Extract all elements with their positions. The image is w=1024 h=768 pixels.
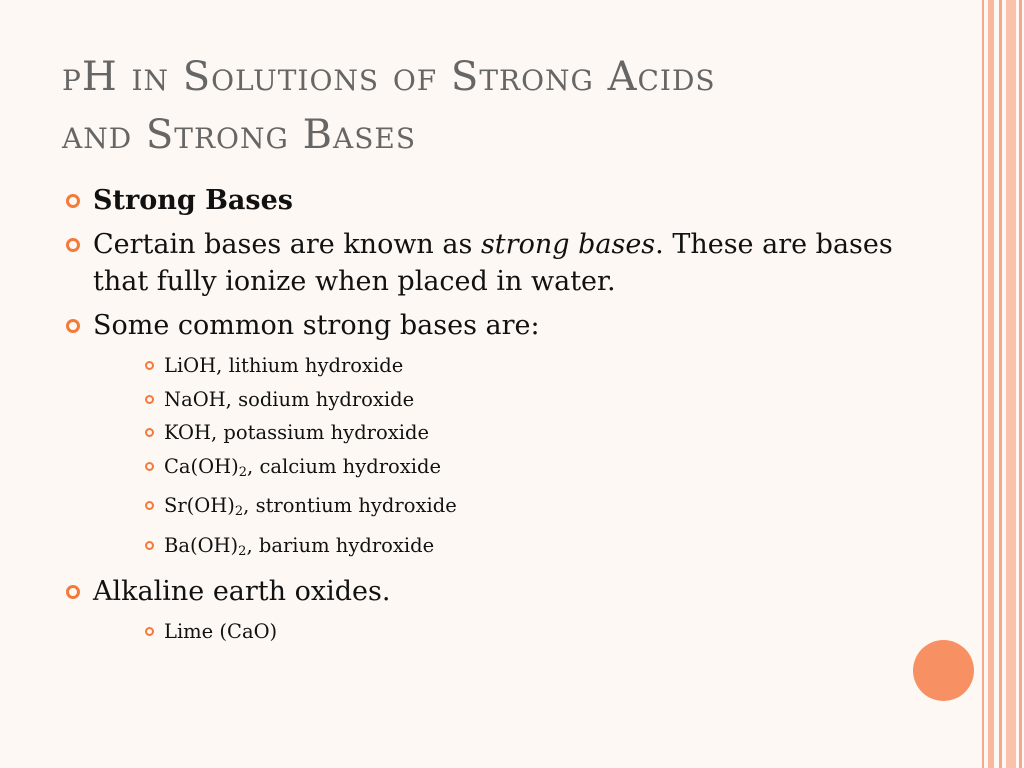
sub-bullet-icon <box>145 428 154 437</box>
item-text: NaOH, sodium hydroxide <box>164 387 415 411</box>
item-text: KOH, potassium hydroxide <box>164 421 429 444</box>
bullet-definition <box>66 226 926 300</box>
list-item <box>145 531 926 567</box>
sub-bullet-icon <box>145 627 154 636</box>
sub-bullet-icon <box>145 395 154 404</box>
oxides-list <box>66 617 926 647</box>
subscript: 2 <box>238 464 248 480</box>
list-item <box>145 351 926 381</box>
bullet-text: Strong Bases <box>93 185 294 216</box>
subscript: 2 <box>238 543 247 559</box>
title-line-2: and Strong Bases <box>62 112 416 158</box>
bullet-strong-bases <box>66 182 926 219</box>
list-item <box>145 452 926 488</box>
item-text: Lime (CaO) <box>164 619 278 643</box>
stripe <box>1006 0 1016 768</box>
bullet-icon <box>66 319 80 333</box>
item-name: , strontium hydroxide <box>243 494 457 517</box>
stripe <box>988 0 994 768</box>
stripe <box>999 0 1002 768</box>
bases-list <box>66 351 926 567</box>
bullet-common-bases <box>66 307 926 344</box>
item-formula: Ba(OH) <box>164 533 239 557</box>
item-formula: Ca(OH) <box>164 454 239 478</box>
sub-bullet-icon <box>145 361 154 370</box>
bullet-alkaline-oxides <box>66 573 926 610</box>
bullet-text-pre: Certain bases are known as <box>93 229 481 260</box>
bullet-text: Alkaline earth oxides. <box>93 575 391 607</box>
subscript: 2 <box>234 504 244 519</box>
bullet-text: Some common strong bases are: <box>93 310 540 341</box>
sub-bullet-icon <box>145 501 154 510</box>
list-item <box>145 491 926 527</box>
sub-bullet-icon <box>145 541 154 550</box>
item-text: LiOH, lithium hydroxide <box>164 354 404 377</box>
decorative-side-stripes <box>980 0 1024 768</box>
decorative-circle <box>913 640 974 701</box>
bullet-icon <box>66 194 80 208</box>
item-name: , calcium hydroxide <box>247 454 442 478</box>
bullet-text-emphasis: strong bases <box>480 229 656 260</box>
bullet-icon <box>66 585 80 599</box>
stripe <box>1019 0 1022 768</box>
slide-title <box>62 48 942 164</box>
item-formula: Sr(OH) <box>164 494 235 517</box>
title-line-1: pH in Solutions of Strong Acids <box>62 54 716 100</box>
slide-body <box>66 182 926 653</box>
item-name: , barium hydroxide <box>246 533 435 557</box>
list-item <box>145 385 926 415</box>
list-item <box>145 617 926 647</box>
sub-bullet-icon <box>145 462 154 471</box>
list-item <box>145 418 926 448</box>
bullet-icon <box>66 238 80 252</box>
bullet-text-post: . These are bases that fully ionize when placed in water. <box>93 229 893 297</box>
stripe <box>982 0 984 768</box>
